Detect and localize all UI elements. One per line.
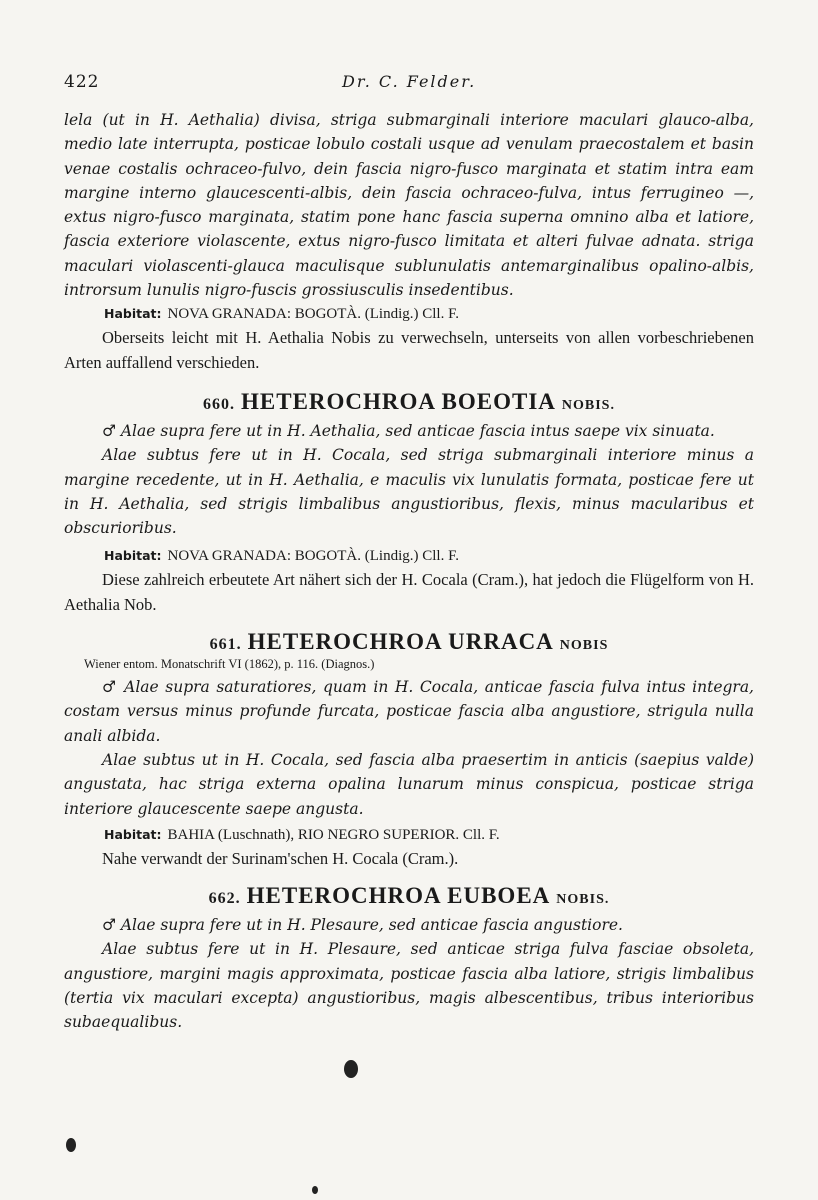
- habitat-label: Habitat:: [104, 826, 162, 842]
- habitat-line: [64, 302, 754, 326]
- german-note: Nahe verwandt der Surinam'schen H. Cocala (Cram.).: [102, 848, 459, 868]
- habitat-text: NOVA GRANADA: BOGOTÀ. (Lindig.) Cll. F.: [167, 548, 459, 565]
- species-heading-660: [64, 389, 754, 415]
- species-heading-662: [64, 883, 754, 909]
- ink-spot: [344, 1060, 358, 1078]
- species-author: NOBIS.: [556, 892, 610, 908]
- page-content: [64, 108, 754, 1035]
- literature-reference: Wiener entom. Monatschrift VI (1862), p. 116. (Diagnos.): [84, 657, 375, 672]
- habitat-line: [64, 823, 754, 847]
- habitat-text: BAHIA (Luschnath), RIO NEGRO SUPERIOR. Cll. F.: [167, 826, 500, 843]
- latin-description-upper: ♂ Alae supra saturatiores, quam in H. Cocala, anticae fascia fulva intus integra, costam versus minus profunde furcata, posticae fascia alba angustiore, strigula nulla anali albida.: [64, 678, 754, 745]
- species-name: HETEROCHROA URRACA: [247, 629, 554, 655]
- latin-description-upper: ♂ Alae supra fere ut in H. Plesaure, sed anticae fascia angustiore.: [102, 916, 623, 935]
- species-author: NOBIS.: [561, 397, 615, 413]
- habitat-label: Habitat:: [104, 548, 162, 564]
- species-number: 661.: [209, 636, 242, 654]
- description-continued: lela (ut in H. Aethalia) divisa, striga submarginali interiore maculari glauco-alba, medio late interrupta, posticae lobulo costali usque ad venulam praecostalem et basin venae costalis ochraceo-fulvo, dein fascia nigro-fusco marginata et statim intra eam margine interno glaucescenti-albis, dein fascia ochraceo-fulva, intus ferrugineo —, extus nigro-fusco marginata, statim pone hanc fascia superna omnino alba et latiore, fascia exteriore violascente, extus nigro-fusco limitata et alteri fulvae adnata. striga maculari violascenti-glauca maculisque sublunulatis antemarginalibus opalino-albis, introrsum lunulis nigro-fuscis grossiusculis insedentibus.: [64, 111, 754, 300]
- habitat-label: Habitat:: [104, 306, 162, 322]
- species-heading-661: [64, 629, 754, 655]
- page-header: [64, 72, 754, 96]
- species-name: HETEROCHROA EUBOEA: [246, 883, 551, 909]
- species-name: HETEROCHROA BOEOTIA: [241, 388, 556, 414]
- latin-description-upper: ♂ Alae supra fere ut in H. Aethalia, sed anticae fascia intus saepe vix sinuata.: [102, 421, 715, 440]
- species-number: 660.: [203, 395, 236, 413]
- habitat-text: NOVA GRANADA: BOGOTÀ. (Lindig.) Cll. F.: [167, 306, 459, 323]
- latin-description-under: Alae subtus fere ut in H. Plesaure, sed anticae striga fulva fasciae obsoleta, angustiore, margini magis approximata, posticae fascia alba latiore, strigis limbalibus (tertia vix maculari excepta) angustioribus, magis albescentibus, tribus interioribus subaequalibus.: [64, 940, 754, 1032]
- habitat-line: [64, 544, 754, 568]
- ink-spot: [312, 1186, 318, 1194]
- latin-description-under: Alae subtus fere ut in H. Cocala, sed striga submarginali interiore minus a margine recedente, ut in H. Aethalia, e maculis vix lunulatis formata, posticae fere ut in H. Aethalia, sed strigis limbalibus angustioribus, flexis, minus macularibus et obscurioribus.: [64, 446, 754, 538]
- german-note: Oberseits leicht mit H. Aethalia Nobis zu verwechseln, unterseits von allen vorbeschriebenen Arten auffallend verschieden.: [64, 328, 754, 372]
- running-head: Dr. C. Felder.: [342, 72, 477, 91]
- species-author: NOBIS: [559, 638, 609, 654]
- page-number: 422: [64, 72, 100, 92]
- ink-spot: [66, 1138, 76, 1152]
- german-note: Diese zahlreich erbeutete Art nähert sich der H. Cocala (Cram.), hat jedoch die Flügelform von H. Aethalia Nob.: [64, 570, 754, 614]
- latin-description-under: Alae subtus ut in H. Cocala, sed fascia alba praesertim in anticis (saepius valde) angustata, hac striga externa opalina lunarum minus conspicua, posticae striga interiore glaucescente saepe angusta.: [64, 750, 754, 818]
- species-number: 662.: [208, 890, 241, 908]
